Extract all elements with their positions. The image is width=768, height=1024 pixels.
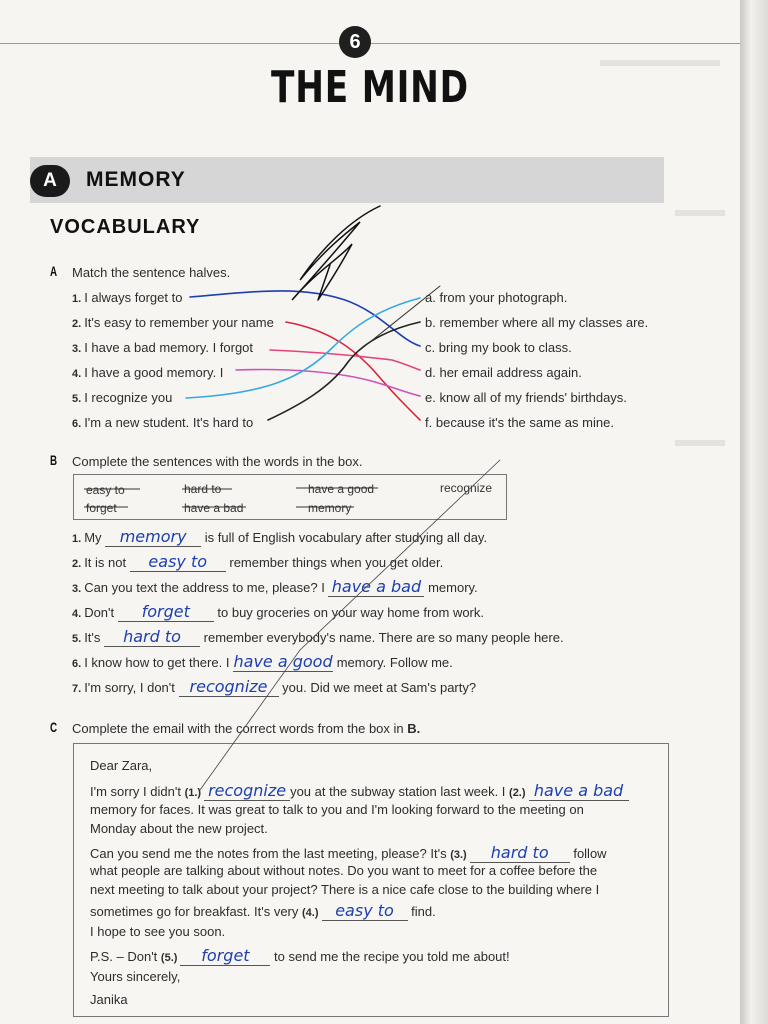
chapter-number-badge: 6 <box>339 26 371 58</box>
match-right-b: b. remember where all my classes are. <box>425 315 649 330</box>
pen-stray-line <box>360 286 440 350</box>
b-answer-1[interactable]: memory <box>105 527 201 547</box>
exercise-c-letter: C <box>50 719 58 735</box>
box-word: have a bad <box>184 501 244 515</box>
c-answer-1[interactable]: recognize <box>204 781 290 801</box>
email-line-9: P.S. – Don't (5.) forget to send me the recipe you told me about! <box>90 946 510 965</box>
c-answer-3[interactable]: hard to <box>470 843 570 863</box>
pen-scribble <box>292 206 380 300</box>
exercise-a-letter: A <box>50 263 58 279</box>
match-right-e: e. know all of my friends' birthdays. <box>425 390 627 405</box>
email-line-1: I'm sorry I didn't (1.) recognize you at the subway station last week. I (2.) have a bad <box>90 781 629 801</box>
box-word: memory <box>308 501 352 515</box>
email-line-8: I hope to see you soon. <box>90 924 226 939</box>
email-line-7: sometimes go for breakfast. It's very (4.) easy to find. <box>90 901 436 920</box>
match-left-4: 4. I have a good memory. I <box>72 365 224 380</box>
pen-diagonal-line <box>200 460 500 790</box>
c-answer-5[interactable]: forget <box>180 946 270 966</box>
match-right-f: f. because it's the same as mine. <box>425 415 614 430</box>
exercise-a-instruction: Match the sentence halves. <box>72 265 231 280</box>
b-answer-2[interactable]: easy to <box>130 552 226 572</box>
email-line-3: Monday about the new project. <box>90 821 268 836</box>
exercise-c-instruction: Complete the email with the correct words from the box in B. <box>72 721 421 736</box>
section-badge: A <box>30 165 70 197</box>
email-line-6: next meeting to talk about your project? There is a nice cafe close to the building where I <box>90 882 600 897</box>
match-right-c: c. bring my book to class. <box>425 340 572 355</box>
b-answer-3[interactable]: have a bad <box>328 577 424 597</box>
match-right-a: a. from your photograph. <box>425 290 568 305</box>
match-right-d: d. her email address again. <box>425 365 582 380</box>
c-answer-2[interactable]: have a bad <box>529 781 629 801</box>
box-word: recognize <box>440 481 493 495</box>
section-title: MEMORY <box>86 168 186 191</box>
match-left-2: 2. It's easy to remember your name <box>72 315 274 330</box>
b-sentence-6: 6. I know how to get there. I have a good memory. Follow me. <box>72 652 453 671</box>
b-answer-4[interactable]: forget <box>118 602 214 622</box>
b-answer-6[interactable]: have a good <box>233 652 333 671</box>
chapter-title: THE MIND <box>271 62 469 113</box>
b-sentence-4: 4. Don't forget to buy groceries on your way home from work. <box>72 602 484 621</box>
match-line-1-c <box>190 291 420 346</box>
b-sentence-5: 5. It's hard to remember everybody's name. There are so many people here. <box>72 627 564 646</box>
match-left-3: 3. I have a bad memory. I forgot <box>72 340 254 355</box>
match-left-6: 6. I'm a new student. It's hard to <box>72 415 254 430</box>
box-word: hard to <box>184 482 222 496</box>
email-signature: Janika <box>90 992 128 1007</box>
b-answer-7[interactable]: recognize <box>179 677 279 697</box>
exercise-b-instruction: Complete the sentences with the words in the box. <box>72 454 363 469</box>
exercise-b-letter: B <box>50 452 58 468</box>
b-sentence-3: 3. Can you text the address to me, please? I have a bad memory. <box>72 577 478 596</box>
email-line-4: Can you send me the notes from the last meeting, please? It's (3.) hard to follow <box>90 843 607 862</box>
b-answer-5[interactable]: hard to <box>104 627 200 647</box>
box-word: forget <box>86 501 117 515</box>
box-word: have a good <box>308 482 375 496</box>
box-word: easy to <box>86 483 125 497</box>
email-closing: Yours sincerely, <box>90 969 181 984</box>
email-line-5: what people are talking about without notes. Do you want to meet for a coffee before the <box>90 863 598 878</box>
match-left-5: 5. I recognize you <box>72 390 173 405</box>
c-answer-4[interactable]: easy to <box>322 901 408 921</box>
match-left-1: 1. I always forget to <box>72 290 183 305</box>
email-line-2: memory for faces. It was great to talk to you and I'm looking forward to the meeting on <box>90 802 584 817</box>
subsection-title: VOCABULARY <box>50 216 201 238</box>
b-sentence-2: 2. It is not easy to remember things when you get older. <box>72 552 444 571</box>
b-sentence-1: 1. My memory is full of English vocabulary after studying all day. <box>72 527 488 546</box>
b-sentence-7: 7. I'm sorry, I don't recognize you. Did we meet at Sam's party? <box>72 677 477 696</box>
email-greeting: Dear Zara, <box>90 758 153 773</box>
